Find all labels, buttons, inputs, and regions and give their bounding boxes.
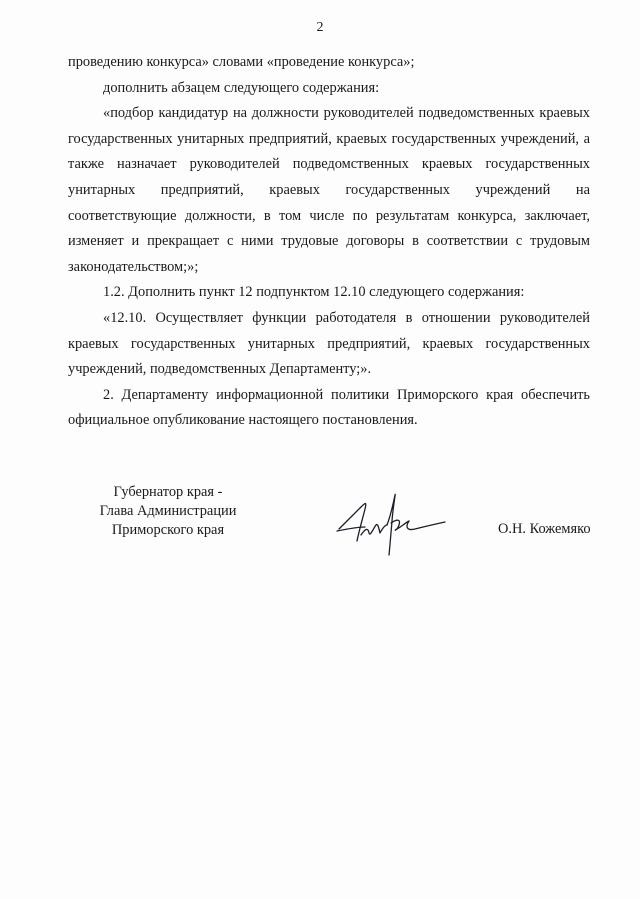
signer-title-line: Глава Администрации xyxy=(99,503,237,519)
signer-title xyxy=(68,483,268,540)
page-number: 2 xyxy=(316,20,324,35)
signer-name: О.Н. Кожемяко xyxy=(498,521,591,537)
signature-block xyxy=(0,483,640,563)
handwritten-signature xyxy=(335,485,450,560)
paragraph-item-1-2: 1.2. Дополнить пункт 12 подпунктом 12.10 следующего содержания: xyxy=(103,284,525,301)
paragraph-add-clause: дополнить абзацем следующего содержания: xyxy=(103,79,380,96)
signer-title-line: Приморского края xyxy=(111,522,225,538)
paragraph-quoted-clause: «подбор кандидатур на должности руководителей подведомственных краевых государственных унитарных предприятий, краевых государственных учреждений, а также назначает руководителей подведомственных краевых государственных унитарных предприятий, краевых государственных учреждений на соответствующие должности, в том числе по результатам конкурса, заключает, изменяет и прекращает с ними трудовые договоры в соответствии с трудовым законодательством;»; xyxy=(68,105,590,275)
paragraph-item-2: 2. Департаменту информационной политики Приморского края обеспечить официальное опубликование настоящего постановления. xyxy=(68,386,590,429)
document-body xyxy=(68,50,590,434)
signer-title-line: Губернатор края - xyxy=(113,484,223,500)
paragraph-subitem-12-10: «12.10. Осуществляет функции работодателя в отношении руководителей краевых государственных унитарных предприятий, краевых государственных учреждений, подведомственных Департаменту;». xyxy=(68,309,590,378)
paragraph-continuation: проведению конкурса» словами «проведение конкурса»; xyxy=(68,54,415,70)
